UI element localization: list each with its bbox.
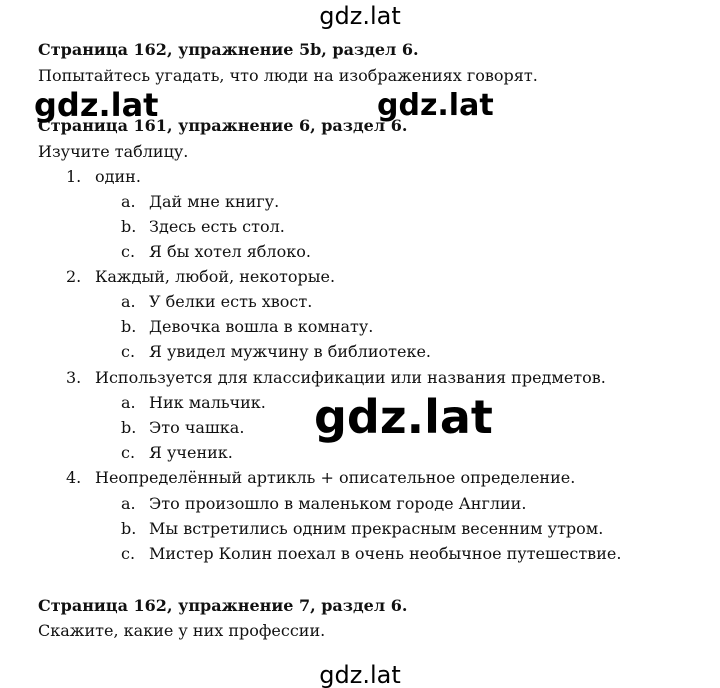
sub-item-letter: b. [121,217,137,236]
sub-item-letter: a. [121,192,136,211]
sub-item-letter: c. [121,242,136,261]
sub-item-letter: a. [121,494,136,513]
sub-item-text: Мистер Колин поехал в очень необычное путешествие. [149,544,622,563]
sub-item-text: Это произошло в маленьком городе Англии. [149,494,527,513]
sub-item-letter: c. [121,443,136,462]
watermark-bottom: gdz.lat [319,661,401,688]
item-number: 1. [66,167,82,186]
watermark-center: gdz.lat [314,390,493,444]
watermark-top: gdz.lat [319,2,401,30]
item-text: Каждый, любой, некоторые. [95,267,336,286]
sub-item-letter: b. [121,519,137,538]
item-text: один. [95,167,141,186]
item-number: 4. [66,468,82,487]
sub-item-text: Мы встретились одним прекрасным весенним утром. [149,519,604,538]
sub-item-text: Ник мальчик. [149,393,266,412]
sub-item-text: Я бы хотел яблоко. [149,242,311,261]
sub-item-text: Я ученик. [149,443,233,462]
sub-item-text: Девочка вошла в комнату. [149,317,374,336]
sub-item-letter: c. [121,342,136,361]
item-number: 2. [66,267,82,286]
sub-item-letter: b. [121,317,137,336]
sub-item-letter: b. [121,418,137,437]
watermark-right: gdz.lat [377,88,494,123]
section-1-instruction: Попытайтесь угадать, что люди на изображениях говорят. [38,66,538,85]
item-text: Используется для классификации или названия предметов. [95,368,606,387]
sub-item-text: Это чашка. [149,418,245,437]
sub-item-text: У белки есть хвост. [149,292,313,311]
section-2-title: Страница 161, упражнение 6, раздел 6. [38,116,408,135]
sub-item-letter: a. [121,393,136,412]
watermark-left: gdz.lat [34,86,159,124]
section-3-instruction: Скажите, какие у них профессии. [38,621,326,640]
sub-item-text: Здесь есть стол. [149,217,285,236]
sub-item-letter: a. [121,292,136,311]
sub-item-text: Я увидел мужчину в библиотеке. [149,342,432,361]
section-1-title: Страница 162, упражнение 5b, раздел 6. [38,40,419,59]
item-text: Неопределённый артикль + описательное определение. [95,468,576,487]
section-3-title: Страница 162, упражнение 7, раздел 6. [38,596,408,615]
item-number: 3. [66,368,82,387]
sub-item-text: Дай мне книгу. [149,192,280,211]
section-2-instruction: Изучите таблицу. [38,142,189,161]
sub-item-letter: c. [121,544,136,563]
